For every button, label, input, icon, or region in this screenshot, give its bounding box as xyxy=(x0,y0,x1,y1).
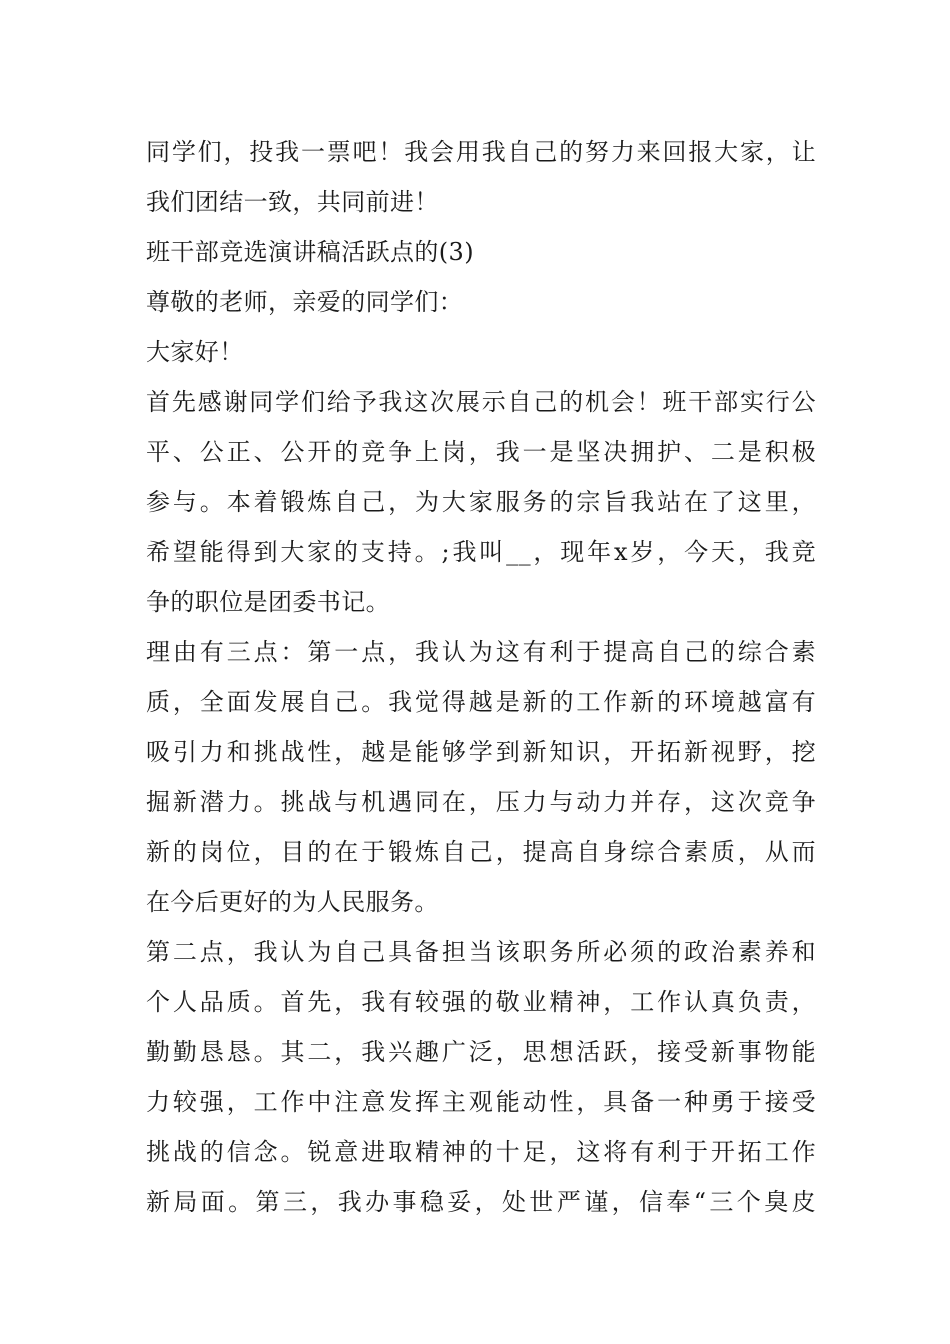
text-line: 在今后更好的为人民服务。 xyxy=(146,888,439,916)
text-line: 首先感谢同学们给予我这次展示自己的机会！班干部实行公 xyxy=(146,388,816,416)
text-line: 力较强，工作中注意发挥主观能动性，具备一种勇于接受 xyxy=(146,1088,816,1116)
text-line: 平、公正、公开的竞争上岗，我一是坚决拥护、二是积极 xyxy=(146,438,816,466)
text-line: 新局面。第三，我办事稳妥，处世严谨，信奉“三个臭皮 xyxy=(146,1188,816,1216)
text-line: 第二点，我认为自己具备担当该职务所必须的政治素养和 xyxy=(146,938,816,966)
text-line: 勤勤恳恳。其二，我兴趣广泛，思想活跃，接受新事物能 xyxy=(146,1038,816,1066)
text-line: 吸引力和挑战性，越是能够学到新知识，开拓新视野，挖 xyxy=(146,738,816,766)
text-line: 个人品质。首先，我有较强的敬业精神，工作认真负责， xyxy=(146,988,816,1016)
greeting: 大家好！ xyxy=(146,338,244,366)
text-line: 争的职位是团委书记。 xyxy=(146,588,390,616)
text-line: 掘新潜力。挑战与机遇同在，压力与动力并存，这次竞争 xyxy=(146,788,816,816)
text-line: 我们团结一致，共同前进！ xyxy=(146,188,439,216)
text-line: 新的岗位，目的在于锻炼自己，提高自身综合素质，从而 xyxy=(146,838,816,866)
text-line: 同学们，投我一票吧！我会用我自己的努力来回报大家，让 xyxy=(146,138,816,166)
text-line: 希望能得到大家的支持。;我叫__，现年x岁，今天，我竞 xyxy=(146,538,816,566)
salutation: 尊敬的老师，亲爱的同学们： xyxy=(146,288,464,316)
text-line: 质，全面发展自己。我觉得越是新的工作新的环境越富有 xyxy=(146,688,816,716)
section-heading: 班干部竞选演讲稿活跃点的(3) xyxy=(146,238,474,266)
text-line: 参与。本着锻炼自己，为大家服务的宗旨我站在了这里， xyxy=(146,488,816,516)
text-line: 理由有三点：第一点，我认为这有利于提高自己的综合素 xyxy=(146,638,816,666)
text-line: 挑战的信念。锐意进取精神的十足，这将有利于开拓工作 xyxy=(146,1138,816,1166)
